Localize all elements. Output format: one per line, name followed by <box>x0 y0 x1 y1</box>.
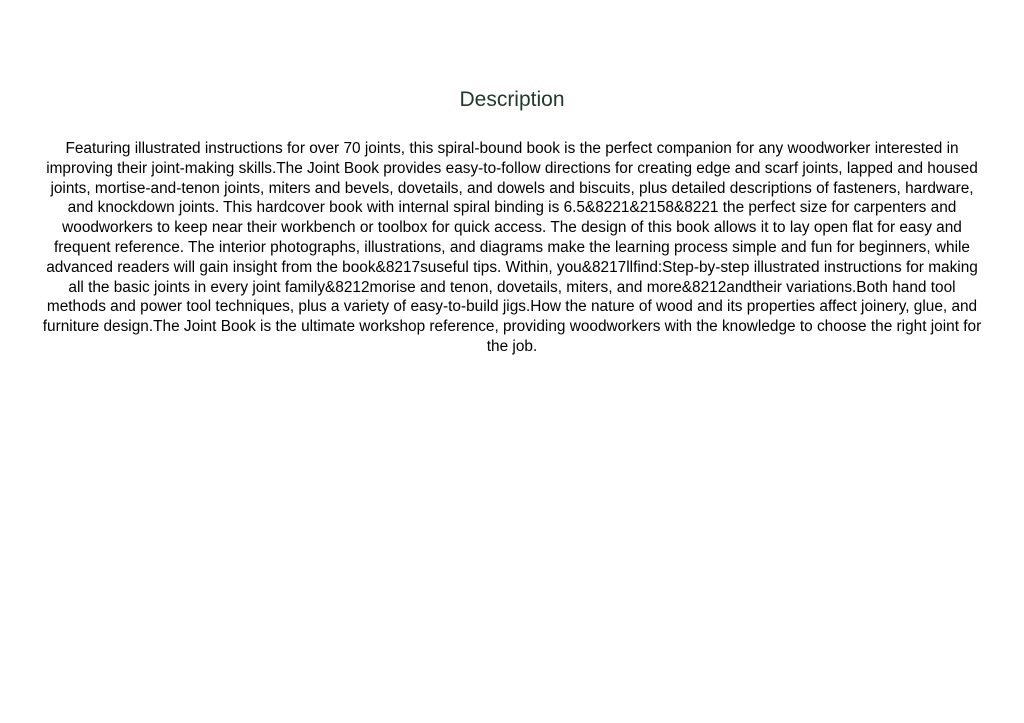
description-paragraph: Featuring illustrated instructions for over 70 joints, this spiral-bound book is the perfect companion for any woodworker interested in improving their joint-making skills.The Joint Book provides easy-to-follow directions for creating edge and scarf joints, lapped and housed joints, mortise-and-tenon joints, miters and bevels, dovetails, and dowels and biscuits, plus detailed descriptions of fasteners, hardware, and knockdown joints. This hardcover book with internal spiral binding is 6.5&8221&2158&8221 the perfect size for carpenters and woodworkers to keep near their workbench or toolbox for quick access. The design of this book allows it to lay open flat for easy and frequent reference. The interior photographs, illustrations, and diagrams make the learning process simple and fun for beginners, while advanced readers will gain insight from the book&8217suseful tips. Within, you&8217llfind:Step-by-step illustrated instructions for making all the basic joints in every joint family&8212morise and tenon, dovetails, miters, and more&8212andtheir variations.Both hand tool methods and power tool techniques, plus a variety of easy-to-build jigs.How the nature of wood and its properties affect joinery, glue, and furniture design.The Joint Book is the ultimate workshop reference, providing woodworkers with the knowledge to choose the right joint for the job. <box>42 140 982 355</box>
page-title: Description <box>459 88 565 111</box>
